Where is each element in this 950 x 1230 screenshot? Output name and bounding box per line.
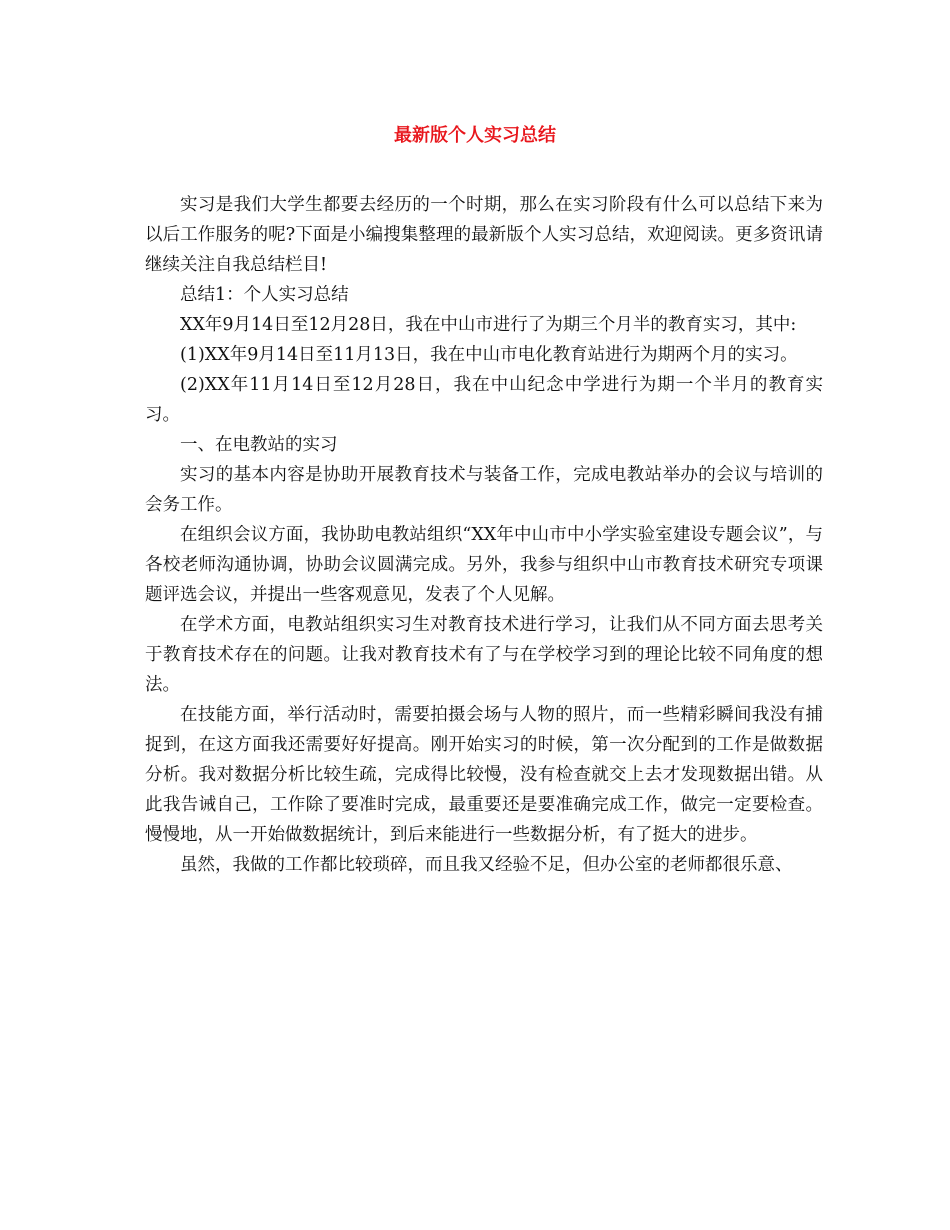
paragraph-academic: 在学术方面，电教站组织实习生对教育技术进行学习，让我们从不同方面去思考关于教育技术存在的问题。让我对教育技术有了与在学校学习到的理论比较不同角度的想法。 [145,615,823,695]
paragraph-intro: 实习是我们大学生都要去经历的一个时期，那么在实习阶段有什么可以总结下来为以后工作服务的呢?下面是小编搜集整理的最新版个人实习总结，欢迎阅读。更多资讯请继续关注自我总结栏目! [145,195,823,275]
paragraph-closing: 虽然，我做的工作都比较琐碎，而且我又经验不足，但办公室的老师都很乐意、 [180,855,793,875]
paragraph-item-2: (2)XX年11月14日至12月28日，我在中山纪念中学进行为期一个半月的教育实习。 [145,375,823,425]
document-title: 最新版个人实习总结 [394,125,556,146]
document-body [145,190,823,880]
paragraph-period: XX年9月14日至12月28日，我在中山市进行了为期三个月半的教育实习，其中: [180,315,797,335]
paragraph-meetings: 在组织会议方面，我协助电教站组织“XX年中山市中小学实验室建设专题会议”，与各校老师沟通协调，协助会议圆满完成。另外，我参与组织中山市教育技术研究专项课题评选会议，并提出一些客观意见，发表了个人见解。 [145,525,823,605]
section-heading-1: 一、在电教站的实习 [180,435,338,455]
paragraph-skills: 在技能方面，举行活动时，需要拍摄会场与人物的照片，而一些精彩瞬间我没有捕捉到，在这方面我还需要好好提高。刚开始实习的时候，第一次分配到的工作是做数据分析。我对数据分析比较生疏，完成得比较慢，没有检查就交上去才发现数据出错。从此我告诫自己，工作除了要准时完成，最重要还是要准确完成工作，做完一定要检查。慢慢地，从一开始做数据统计，到后来能进行一些数据分析，有了挺大的进步。 [145,705,823,845]
paragraph-item-1: (1)XX年9月14日至11月13日，我在中山市电化教育站进行为期两个月的实习。 [180,345,798,365]
paragraph-content: 实习的基本内容是协助开展教育技术与装备工作，完成电教站举办的会议与培训的会务工作。 [145,465,823,515]
section-heading-summary-1: 总结1：个人实习总结 [180,285,349,305]
